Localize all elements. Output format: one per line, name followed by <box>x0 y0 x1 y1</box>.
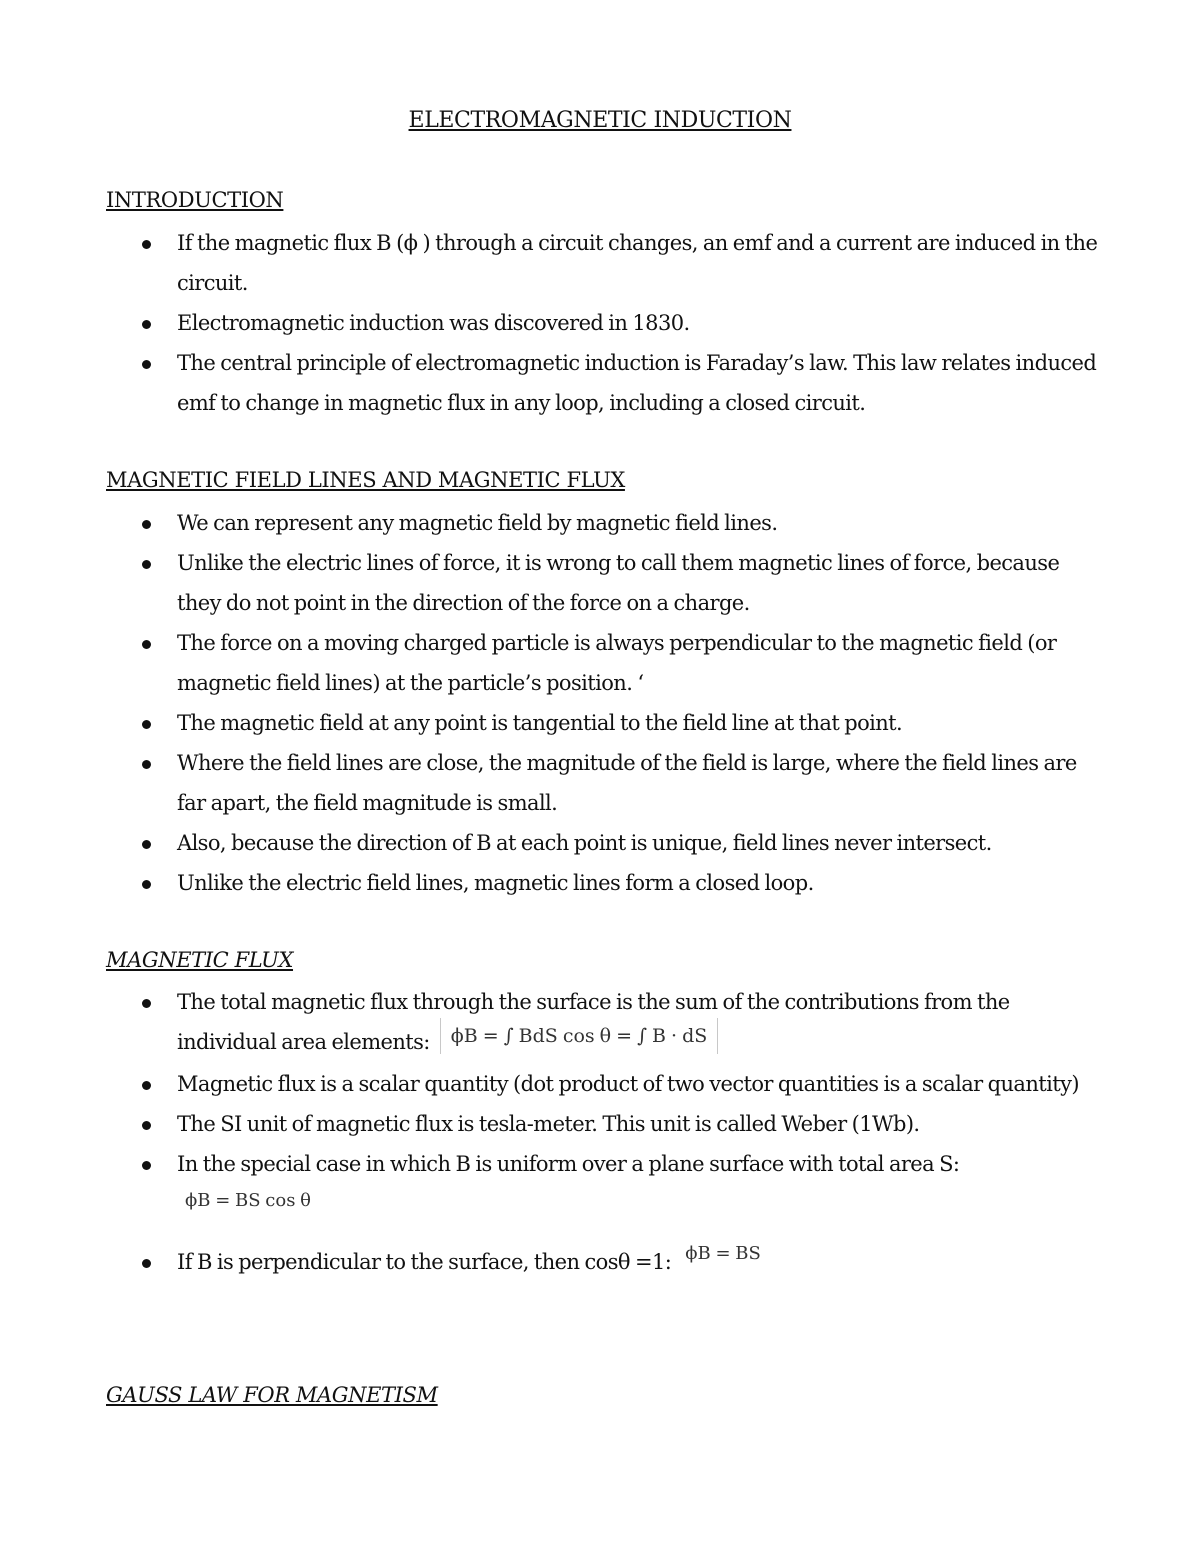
field-lines-list <box>0 503 1200 903</box>
list-item <box>0 543 1200 623</box>
list-item <box>0 1144 1200 1224</box>
list-item <box>0 223 1200 303</box>
bullet-icon <box>142 1161 151 1170</box>
bullet-icon <box>142 999 151 1008</box>
section-heading-introduction: INTRODUCTION <box>106 188 284 212</box>
list-item <box>0 1064 1200 1104</box>
list-item-text: Unlike the electric field lines, magnetic lines form a closed loop. <box>177 871 814 895</box>
list-item-text: The central principle of electromagnetic induction is Faraday’s law. This law relates induced emf to change in magnetic flux in any loop, including a closed circuit. <box>177 351 1097 415</box>
bullet-icon <box>142 1121 151 1130</box>
list-item <box>0 863 1200 903</box>
list-item-text: Magnetic flux is a scalar quantity (dot product of two vector quantities is a scalar quantity) <box>177 1072 1079 1096</box>
list-item <box>0 303 1200 343</box>
list-item <box>0 703 1200 743</box>
list-item <box>0 1242 1200 1284</box>
bullet-icon <box>142 320 151 329</box>
flux-integral-formula: ϕB = ∫ BdS cos θ = ∫ B · dS <box>440 1018 719 1054</box>
list-item-text: The magnetic field at any point is tangential to the field line at that point. <box>177 711 903 735</box>
magnetic-flux-list <box>0 982 1200 1284</box>
bullet-icon <box>142 840 151 849</box>
list-item <box>0 1104 1200 1144</box>
bullet-icon <box>142 880 151 889</box>
document-title: ELECTROMAGNETIC INDUCTION <box>408 108 792 133</box>
bullet-icon <box>142 760 151 769</box>
bullet-icon <box>142 1081 151 1090</box>
bullet-icon <box>142 1259 151 1268</box>
introduction-list <box>0 223 1200 423</box>
section-heading-gauss-law: GAUSS LAW FOR MAGNETISM <box>106 1383 438 1407</box>
list-item <box>0 503 1200 543</box>
bullet-icon <box>142 720 151 729</box>
section-heading-magnetic-flux: MAGNETIC FLUX <box>106 948 294 972</box>
list-item <box>0 623 1200 703</box>
list-item <box>0 982 1200 1062</box>
list-item-text: The total magnetic flux through the surface is the sum of the contributions from the individual area elements: <box>177 990 1010 1054</box>
list-item <box>0 343 1200 423</box>
list-item-text: Unlike the electric lines of force, it is wrong to call them magnetic lines of force, because they do not point in the direction of the force on a charge. <box>177 551 1060 615</box>
list-item <box>0 743 1200 823</box>
bullet-icon <box>142 640 151 649</box>
list-item-text: Also, because the direction of B at each point is unique, field lines never intersect. <box>177 831 992 855</box>
list-item-text: If the magnetic flux B (ϕ ) through a circuit changes, an emf and a current are induced in the circuit. <box>177 231 1098 295</box>
list-item <box>0 823 1200 863</box>
section-heading-field-lines: MAGNETIC FIELD LINES AND MAGNETIC FLUX <box>106 468 625 492</box>
list-item-text: If B is perpendicular to the surface, then cosθ =1: <box>177 1250 672 1274</box>
list-item-text: The force on a moving charged particle is always perpendicular to the magnetic field (or magnetic field lines) at the particle’s position. ‘ <box>177 631 1057 695</box>
bullet-icon <box>142 360 151 369</box>
list-item-text: The SI unit of magnetic flux is tesla-meter. This unit is called Weber (1Wb). <box>177 1112 920 1136</box>
perpendicular-flux-formula: ϕB = BS <box>685 1243 761 1264</box>
list-item-text: Where the field lines are close, the magnitude of the field is large, where the field lines are far apart, the field magnitude is small. <box>177 751 1077 815</box>
uniform-flux-formula: ϕB = BS cos θ <box>185 1190 312 1211</box>
bullet-icon <box>142 240 151 249</box>
list-item-text: Electromagnetic induction was discovered in 1830. <box>177 311 690 335</box>
bullet-icon <box>142 560 151 569</box>
list-item-text: We can represent any magnetic field by magnetic field lines. <box>177 511 778 535</box>
list-item-text: In the special case in which B is uniform over a plane surface with total area S: <box>177 1152 960 1176</box>
bullet-icon <box>142 520 151 529</box>
